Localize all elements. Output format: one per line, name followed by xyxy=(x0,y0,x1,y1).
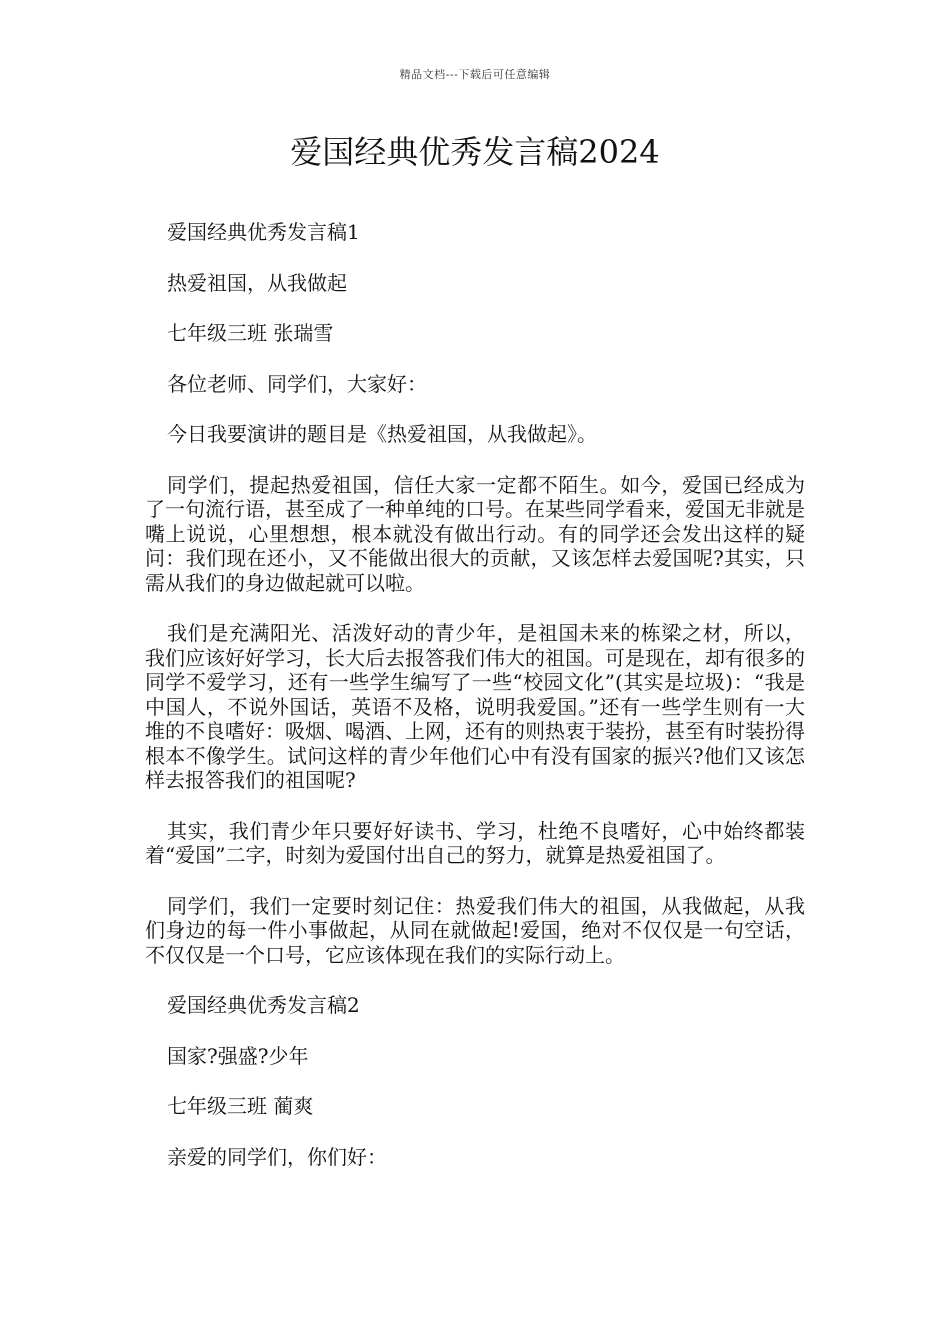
body-paragraph: 同学们，提起热爱祖国，信任大家一定都不陌生。如今，爱国已经成为了一句流行语，甚至成了一种单纯的口号。在某些同学看来，爱国无非就是嘴上说说，心里想想，根本就没有做出行动。有的同学还会发出这样的疑问：我们现在还小，又不能做出很大的贡献，又该怎样去爱国呢?其实，只需从我们的身边做起就可以啦。 xyxy=(145,472,805,595)
page-header: 精品文档---下载后可任意编辑 xyxy=(399,68,551,81)
document-title: 爱国经典优秀发言稿2024 xyxy=(290,133,660,171)
body-paragraph: 我们是充满阳光、活泼好动的青少年，是祖国未来的栋梁之材，所以，我们应该好好学习，长大后去报答我们伟大的祖国。可是现在，却有很多的同学不爱学习，还有一些学生编写了一些“校园文化”(其实是垃圾)：“我是中国人，不说外国话，英语不及格，说明我爱国。”还有一些学生则有一大堆的不良嗜好：吸烟、喝酒、上网，还有的则热衷于装扮，甚至有时装扮得根本不像学生。试问这样的青少年他们心中有没有国家的振兴?他们又该怎样去报答我们的祖国呢? xyxy=(145,621,805,792)
section-heading-1: 爱国经典优秀发言稿1 xyxy=(167,220,360,244)
intro-paragraph: 今日我要演讲的题目是《热爱祖国，从我做起》。 xyxy=(167,422,597,446)
body-paragraph: 其实，我们青少年只要好好读书、学习，杜绝不良嗜好，心中始终都装着“爱国”二字，时刻为爱国付出自己的努力，就算是热爱祖国了。 xyxy=(145,818,805,867)
body-paragraph: 同学们，我们一定要时刻记住：热爱我们伟大的祖国，从我做起，从我们身边的每一件小事做起，从同在就做起!爱国，绝对不仅仅是一句空话，不仅仅是一个口号，它应该体现在我们的实际行动上。 xyxy=(145,893,805,967)
section-heading-2: 爱国经典优秀发言稿2 xyxy=(167,993,360,1017)
document-body xyxy=(145,220,805,1195)
author-line-1: 七年级三班 张瑞雪 xyxy=(167,321,334,345)
speech-title-1: 热爱祖国，从我做起 xyxy=(167,270,347,295)
speech-title-2: 国家?强盛?少年 xyxy=(167,1043,309,1068)
greeting-1: 各位老师、同学们，大家好： xyxy=(167,371,427,396)
author-line-2: 七年级三班 蔺爽 xyxy=(167,1094,314,1118)
greeting-2: 亲爱的同学们，你们好： xyxy=(167,1144,387,1169)
